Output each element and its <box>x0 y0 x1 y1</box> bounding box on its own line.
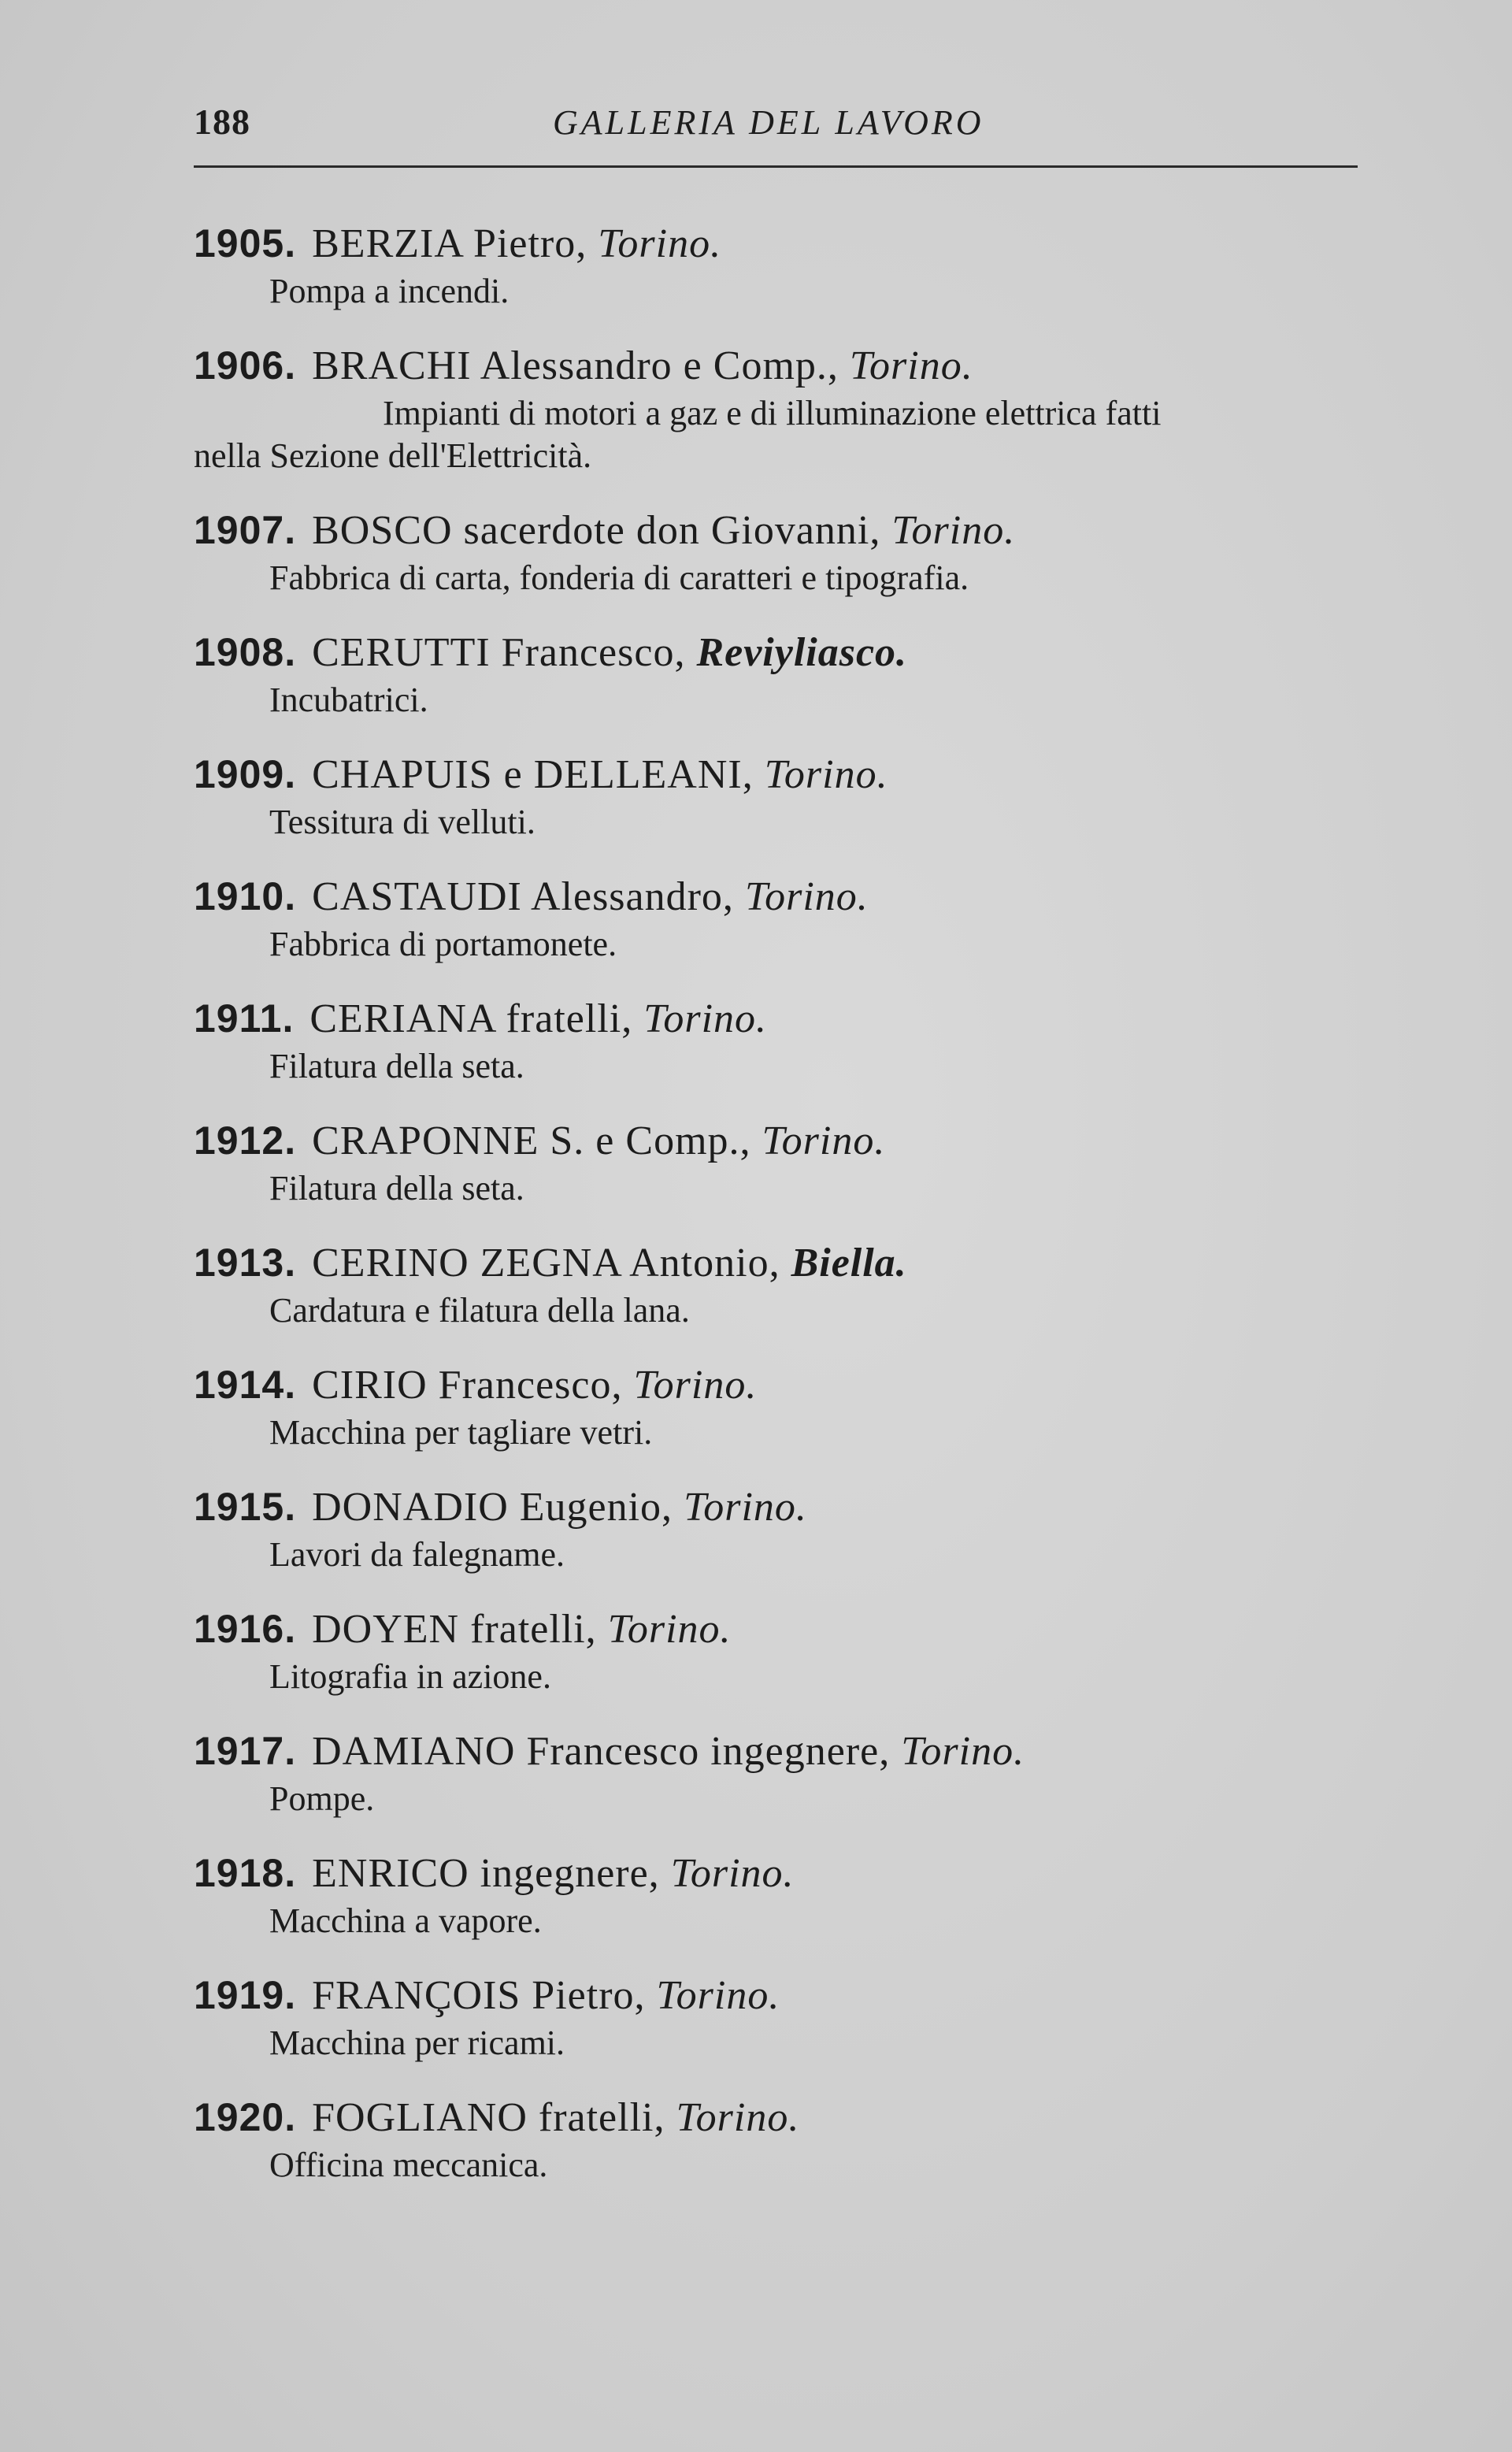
entry-name: CHAPUIS e DELLEANI, <box>312 752 754 797</box>
entry-title <box>194 504 1375 557</box>
entry-name: DONADIO Eugenio, <box>312 1485 673 1530</box>
entry-title <box>194 2091 1375 2144</box>
entry-description: Officina meccanica. <box>269 2146 548 2184</box>
entry-title <box>194 1969 1375 2022</box>
entry-number: 1905. <box>194 221 297 265</box>
entry-description: Filatura della seta. <box>269 1169 524 1207</box>
entry-name: DOYEN fratelli, <box>312 1607 597 1652</box>
entry-description: Cardatura e filatura della lana. <box>269 1291 690 1330</box>
entry-number: 1918. <box>194 1851 297 1895</box>
entry-number: 1908. <box>194 630 297 674</box>
entry-place: Reviyliasco. <box>696 630 908 675</box>
entry-description-line-2: nella Sezione dell'Elettricità. <box>194 436 592 475</box>
entry-number: 1915. <box>194 1485 297 1529</box>
entry-1909 <box>194 748 1375 844</box>
entry-number: 1909. <box>194 752 297 796</box>
entry-number: 1912. <box>194 1118 297 1163</box>
entry-name: CRAPONNE S. e Comp., <box>312 1118 751 1163</box>
entry-place: Torino. <box>676 2095 800 2140</box>
entry-title <box>194 1603 1375 1656</box>
entry-number: 1906. <box>194 343 297 388</box>
entry-title <box>194 748 1375 801</box>
entry-number: 1914. <box>194 1363 297 1407</box>
entry-1911 <box>194 992 1375 1088</box>
entry-name: CASTAUDI Alessandro, <box>312 874 734 919</box>
entry-list <box>194 217 1375 2213</box>
entry-number: 1911. <box>194 996 295 1041</box>
entry-title <box>194 339 1375 392</box>
entry-1916 <box>194 1603 1375 1698</box>
running-title: GALLERIA DEL LAVORO <box>553 103 984 142</box>
entry-name: FRANÇOIS Pietro, <box>312 1973 646 2018</box>
entry-description-line-1: Impianti di motori a gaz e di illuminazione elettrica fatti <box>383 394 1162 432</box>
entry-title <box>194 1847 1375 1900</box>
entry-description: Lavori da falegname. <box>269 1535 565 1574</box>
entry-place: Torino. <box>670 1851 795 1896</box>
entry-title <box>194 1237 1375 1289</box>
entry-name: CIRIO Francesco, <box>312 1363 623 1408</box>
entry-name: BOSCO sacerdote don Giovanni, <box>312 508 881 553</box>
entry-name: CERUTTI Francesco, <box>312 630 686 675</box>
entry-description: Tessitura di velluti. <box>269 803 536 841</box>
entry-description: Fabbrica di portamonete. <box>269 925 617 963</box>
entry-number: 1919. <box>194 1973 297 2017</box>
entry-name: ENRICO ingegnere, <box>312 1851 660 1896</box>
entry-place: Torino. <box>643 996 768 1041</box>
entry-1914 <box>194 1359 1375 1454</box>
entry-number: 1910. <box>194 874 297 918</box>
entry-1917 <box>194 1725 1375 1820</box>
entry-number: 1913. <box>194 1241 297 1285</box>
entry-1907 <box>194 504 1375 599</box>
entry-number: 1920. <box>194 2095 297 2139</box>
entry-description: Incubatrici. <box>269 681 428 719</box>
entry-description: Pompe. <box>269 1779 375 1818</box>
entry-title <box>194 626 1375 679</box>
entry-name: DAMIANO Francesco ingegnere, <box>312 1729 891 1774</box>
entry-place: Torino. <box>684 1485 807 1530</box>
entry-description: Macchina per tagliare vetri. <box>269 1413 653 1452</box>
entry-description: Pompa a incendi. <box>269 272 510 310</box>
page-number: 188 <box>194 102 250 142</box>
entry-number: 1907. <box>194 508 297 552</box>
entry-place: Torino. <box>891 508 1016 553</box>
entry-1908 <box>194 626 1375 722</box>
entry-title <box>194 992 1375 1045</box>
entry-name: CERINO ZEGNA Antonio, <box>312 1241 780 1285</box>
entry-title <box>194 1359 1375 1411</box>
entry-description: Filatura della seta. <box>269 1047 524 1085</box>
entry-description: Litografia in azione. <box>269 1657 551 1696</box>
entry-place: Torino. <box>607 1607 732 1652</box>
entry-name: BRACHI Alessandro e Comp., <box>312 343 839 388</box>
entry-1905 <box>194 217 1375 313</box>
entry-title <box>194 1481 1375 1534</box>
entry-place: Torino. <box>762 1118 886 1163</box>
entry-name: CERIANA fratelli, <box>309 996 633 1041</box>
entry-1913 <box>194 1237 1375 1332</box>
entry-place: Torino. <box>901 1729 1025 1774</box>
entry-1906 <box>194 339 1375 477</box>
entry-title <box>194 217 1375 270</box>
entry-name: FOGLIANO fratelli, <box>312 2095 665 2140</box>
entry-place: Biella. <box>791 1241 907 1285</box>
entry-place: Torino. <box>849 343 973 388</box>
entry-1920 <box>194 2091 1375 2187</box>
entry-title <box>194 1725 1375 1778</box>
entry-1910 <box>194 870 1375 966</box>
entry-place: Torino. <box>764 752 888 797</box>
entry-description <box>80 392 1375 477</box>
entry-name: BERZIA Pietro, <box>312 221 587 266</box>
entry-1918 <box>194 1847 1375 1942</box>
entry-place: Torino. <box>598 221 722 266</box>
entry-1919 <box>194 1969 1375 2064</box>
entry-description: Macchina a vapore. <box>269 1901 542 1940</box>
entry-title <box>194 1115 1375 1167</box>
entry-place: Torino. <box>633 1363 758 1408</box>
page-header <box>194 96 1358 151</box>
entry-description: Fabbrica di carta, fonderia di caratteri e tipografia. <box>269 558 969 597</box>
entry-place: Torino. <box>656 1973 780 2018</box>
entry-place: Torino. <box>744 874 869 919</box>
entry-1915 <box>194 1481 1375 1576</box>
entry-title <box>194 870 1375 923</box>
header-rule <box>194 165 1358 168</box>
entry-number: 1917. <box>194 1729 297 1773</box>
entry-number: 1916. <box>194 1607 297 1651</box>
entry-1912 <box>194 1115 1375 1210</box>
entry-description: Macchina per ricami. <box>269 2024 565 2062</box>
